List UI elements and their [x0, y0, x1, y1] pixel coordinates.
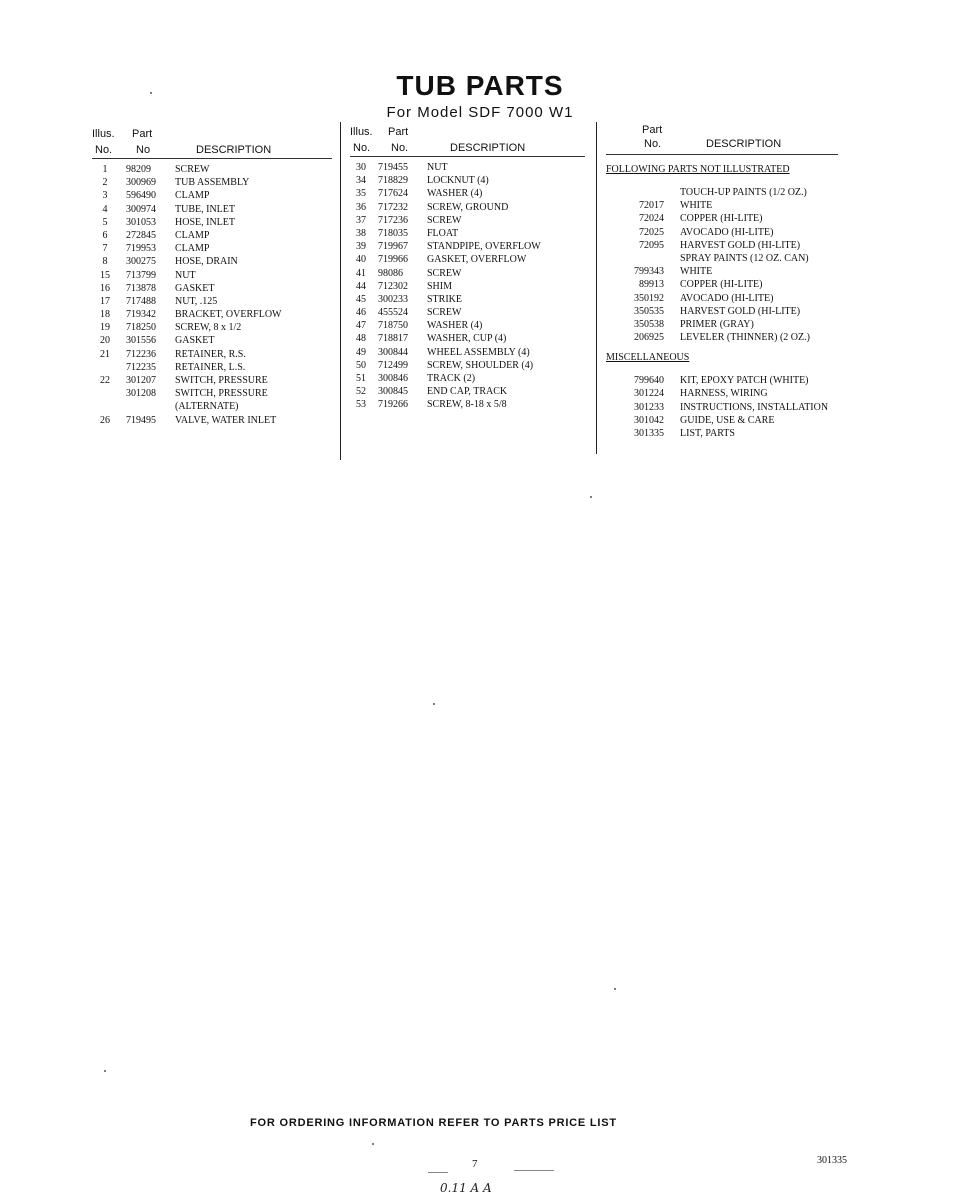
- part-description: SHIM: [427, 280, 453, 292]
- table-row: [92, 374, 332, 387]
- part-number: 712499: [378, 359, 408, 371]
- table-row: [606, 387, 856, 400]
- part-number: 799640: [634, 375, 664, 387]
- illus-number: 34: [356, 175, 366, 187]
- part-no-label: No.: [644, 138, 662, 150]
- description-label: DESCRIPTION: [196, 144, 272, 156]
- part-number: 718817: [378, 333, 408, 345]
- part-description: COPPER (HI-LITE): [680, 213, 763, 225]
- part-description: GASKET: [175, 282, 215, 294]
- table-row: [92, 282, 332, 295]
- scan-speck: [433, 703, 435, 705]
- part-number: 206925: [634, 332, 664, 344]
- table-row: [606, 252, 856, 265]
- illus-number: 16: [100, 282, 110, 294]
- table-row: [92, 334, 332, 347]
- part-description: AVOCADO (HI-LITE): [680, 292, 774, 304]
- illus-number: 8: [102, 256, 108, 268]
- table-row: [606, 318, 856, 331]
- table-row: [606, 239, 856, 252]
- illus-number: 2: [102, 177, 108, 189]
- part-number: 300844: [378, 346, 408, 358]
- part-description: HARVEST GOLD (HI-LITE): [680, 305, 801, 317]
- table-row: [606, 427, 856, 440]
- part-description: RETAINER, R.S.: [175, 348, 246, 360]
- scan-speck: [104, 1070, 106, 1072]
- illus-number: 6: [102, 229, 108, 241]
- table-row: [606, 374, 856, 387]
- table-row: [606, 414, 856, 427]
- part-number: 713799: [126, 269, 156, 281]
- table-row: [350, 227, 585, 240]
- part-number: 272845: [126, 229, 156, 241]
- part-description: GUIDE, USE & CARE: [680, 414, 775, 426]
- part-description: CLAMP: [175, 243, 210, 255]
- part-description: NUT: [427, 162, 448, 173]
- table-row: [606, 265, 856, 278]
- part-description: SPRAY PAINTS (12 OZ. CAN): [680, 252, 809, 264]
- part-number: 718035: [378, 227, 408, 239]
- part-label: Part: [388, 126, 409, 138]
- part-number: 718250: [126, 322, 156, 334]
- table-row: [350, 161, 585, 174]
- table-row: [92, 255, 332, 268]
- part-number: 712236: [126, 348, 156, 360]
- illus-number: 21: [100, 348, 110, 360]
- part-description: TOUCH-UP PAINTS (1/2 OZ.): [680, 187, 807, 198]
- part-description: SCREW: [427, 307, 462, 319]
- part-number: 718750: [378, 320, 408, 332]
- part-number: 301053: [126, 216, 156, 228]
- illus-number: 53: [356, 399, 366, 411]
- miscellaneous-list: [606, 366, 856, 440]
- part-description: COPPER (HI-LITE): [680, 279, 763, 291]
- illus-number: 48: [356, 333, 366, 345]
- part-description: END CAP, TRACK: [427, 386, 508, 398]
- illus-number: 45: [356, 293, 366, 305]
- part-description: VALVE, WATER INLET: [175, 414, 277, 426]
- part-number: 72095: [639, 239, 664, 251]
- part-description: LIST, PARTS: [680, 428, 735, 439]
- table-row: [350, 319, 585, 332]
- table-row: [606, 292, 856, 305]
- part-number: 300233: [378, 293, 408, 305]
- part-description: SCREW: [427, 214, 462, 226]
- part-number: 719966: [378, 254, 408, 266]
- table-row: [350, 174, 585, 187]
- part-description: CLAMP: [175, 229, 210, 241]
- illus-number: 20: [100, 335, 110, 347]
- part-description: HOSE, INLET: [175, 216, 235, 228]
- middle-parts-table: [350, 126, 585, 412]
- part-number: 72024: [639, 213, 664, 225]
- table-row: [350, 253, 585, 266]
- part-description: STRIKE: [427, 293, 462, 305]
- table-row: [350, 398, 585, 411]
- part-description: STANDPIPE, OVERFLOW: [427, 241, 541, 253]
- illus-number: 44: [356, 280, 366, 292]
- part-description: SCREW, 8 x 1/2: [175, 322, 242, 334]
- part-description: SCREW, 8-18 x 5/8: [427, 399, 507, 411]
- part-number: 98086: [378, 267, 403, 279]
- part-description: TUB ASSEMBLY: [175, 177, 250, 189]
- table-row: [350, 201, 585, 214]
- part-description: HOSE, DRAIN: [175, 256, 238, 268]
- part-description: SCREW: [175, 164, 210, 175]
- part-number: 301556: [126, 335, 156, 347]
- illus-number: 7: [102, 243, 108, 255]
- right-table-header: [606, 124, 856, 154]
- part-description: PRIMER (GRAY): [680, 318, 754, 330]
- part-description: SCREW, SHOULDER (4): [427, 359, 534, 371]
- table-row: [92, 163, 332, 176]
- part-description: NUT: [175, 269, 196, 281]
- illus-label: Illus.: [92, 128, 115, 140]
- part-number: 89913: [639, 279, 664, 291]
- part-number: 98209: [126, 164, 151, 175]
- section-not-illustrated: FOLLOWING PARTS NOT ILLUSTRATED: [606, 164, 790, 175]
- part-number: 717488: [126, 295, 156, 307]
- part-number: 717232: [378, 201, 408, 213]
- part-description: (ALTERNATE): [175, 401, 239, 413]
- part-description: LOCKNUT (4): [427, 175, 489, 187]
- table-row: [350, 306, 585, 319]
- table-row: [350, 359, 585, 372]
- part-number: 300974: [126, 203, 156, 215]
- scan-mark: [428, 1172, 448, 1173]
- part-number: 72017: [639, 200, 664, 212]
- illus-number: 40: [356, 254, 366, 266]
- part-description: HARVEST GOLD (HI-LITE): [680, 239, 801, 251]
- part-description: BRACKET, OVERFLOW: [175, 309, 282, 321]
- part-number: 712235: [126, 361, 156, 373]
- handwritten-mark: 0.11 A A: [440, 1181, 492, 1195]
- illus-number: 17: [100, 295, 110, 307]
- part-description: SCREW: [427, 267, 462, 279]
- illus-number: 5: [102, 216, 108, 228]
- table-row: [350, 214, 585, 227]
- illus-number: 51: [356, 373, 366, 384]
- part-number: 301335: [634, 428, 664, 439]
- part-description: FLOAT: [427, 227, 459, 239]
- illus-number: 47: [356, 320, 366, 332]
- part-description: CLAMP: [175, 190, 210, 202]
- part-description: SCREW, GROUND: [427, 201, 509, 213]
- part-description: WHEEL ASSEMBLY (4): [427, 346, 530, 358]
- part-no-label: No.: [391, 142, 409, 154]
- part-number: 713878: [126, 282, 156, 294]
- part-description: SWITCH, PRESSURE: [175, 375, 268, 386]
- part-number: 719953: [126, 243, 156, 255]
- illus-number: 18: [100, 309, 110, 321]
- illus-number: 22: [100, 375, 110, 386]
- illus-number: 35: [356, 188, 366, 200]
- table-row: [606, 401, 856, 414]
- description-label: DESCRIPTION: [706, 138, 782, 150]
- part-number: 300845: [378, 386, 408, 398]
- part-number: 300275: [126, 256, 156, 268]
- part-number: 455524: [378, 307, 408, 319]
- part-description: TUBE, INLET: [175, 203, 235, 215]
- table-row: [92, 229, 332, 242]
- illus-number: 30: [356, 162, 366, 173]
- part-number: 717236: [378, 214, 408, 226]
- part-number: 301224: [634, 388, 664, 400]
- illus-number: 26: [100, 414, 110, 426]
- table-row: [350, 267, 585, 280]
- left-parts-table: [92, 128, 332, 427]
- illus-number: 37: [356, 214, 366, 226]
- table-row: [606, 226, 856, 239]
- table-row: [92, 269, 332, 282]
- part-description: NUT, .125: [175, 295, 218, 307]
- page-title: TUB PARTS: [396, 70, 564, 101]
- middle-header-rule: [350, 156, 585, 157]
- part-description: RETAINER, L.S.: [175, 361, 246, 373]
- table-row: [606, 278, 856, 291]
- part-description: GASKET, OVERFLOW: [427, 254, 527, 266]
- divider-right: [596, 122, 597, 454]
- table-row: [92, 414, 332, 427]
- illus-number: 41: [356, 267, 366, 279]
- part-description: WASHER (4): [427, 188, 483, 200]
- table-row: [92, 189, 332, 202]
- part-number: 301208: [126, 388, 156, 400]
- illus-number: 49: [356, 346, 366, 358]
- table-row: [92, 321, 332, 334]
- ordering-footer: FOR ORDERING INFORMATION REFER TO PARTS PRICE LIST: [250, 1117, 617, 1129]
- illus-no-label: No.: [353, 142, 371, 154]
- illus-number: 1: [102, 164, 108, 175]
- illus-number: 36: [356, 201, 366, 213]
- table-row: [350, 385, 585, 398]
- table-row: [92, 176, 332, 189]
- part-description: HARNESS, WIRING: [680, 388, 768, 400]
- table-row: [92, 361, 332, 374]
- part-number: 301207: [126, 375, 156, 386]
- illus-number: 3: [102, 190, 108, 202]
- illus-number: 52: [356, 386, 366, 398]
- part-number: 718829: [378, 175, 408, 187]
- part-number: 719455: [378, 162, 408, 173]
- table-row: [606, 186, 856, 199]
- table-row: [92, 387, 332, 400]
- section-miscellaneous: MISCELLANEOUS: [606, 352, 690, 364]
- part-number: 301233: [634, 401, 664, 413]
- table-row: [92, 348, 332, 361]
- table-row: [606, 331, 856, 344]
- right-header-rule: [606, 154, 838, 155]
- middle-table-header: [350, 126, 585, 156]
- scan-speck: [150, 92, 152, 94]
- part-number: 301042: [634, 414, 664, 426]
- table-row: [350, 240, 585, 253]
- scan-speck: [590, 496, 592, 498]
- part-number: 799343: [634, 266, 664, 278]
- part-description: TRACK (2): [427, 373, 476, 384]
- part-description: WHITE: [680, 266, 713, 278]
- page-number: 7: [472, 1158, 478, 1170]
- part-description: INSTRUCTIONS, INSTALLATION: [680, 401, 829, 413]
- table-row: [350, 280, 585, 293]
- scan-speck: [372, 1143, 374, 1145]
- table-row: [350, 346, 585, 359]
- part-number: 719342: [126, 309, 156, 321]
- illus-label: Illus.: [350, 126, 373, 138]
- table-row: [350, 293, 585, 306]
- part-description: WHITE: [680, 200, 713, 212]
- part-number: 719967: [378, 241, 408, 253]
- part-number: 300969: [126, 177, 156, 189]
- illus-number: 4: [102, 203, 108, 215]
- left-table-body: [92, 158, 332, 427]
- illus-number: 46: [356, 307, 366, 319]
- part-number: 350538: [634, 318, 664, 330]
- left-header-rule: [92, 158, 332, 159]
- illus-number: 39: [356, 241, 366, 253]
- table-row: [92, 400, 332, 413]
- model-subtitle: For Model SDF 7000 W1: [386, 104, 574, 121]
- left-table-header: [92, 128, 332, 158]
- table-row: [92, 216, 332, 229]
- document-number: 301335: [817, 1155, 847, 1166]
- table-row: [350, 332, 585, 345]
- part-label: Part: [132, 128, 153, 140]
- table-row: [606, 305, 856, 318]
- part-number: 719266: [378, 399, 408, 411]
- part-number: 717624: [378, 188, 408, 200]
- part-no-label: No: [136, 144, 151, 156]
- part-description: GASKET: [175, 335, 215, 347]
- middle-table-body: [350, 156, 585, 412]
- illus-number: 38: [356, 227, 366, 239]
- illus-number: 15: [100, 269, 110, 281]
- part-number: 596490: [126, 190, 156, 202]
- part-label: Part: [642, 124, 663, 136]
- part-description: LEVELER (THINNER) (2 OZ.): [680, 332, 810, 344]
- illus-number: 50: [356, 359, 366, 371]
- illus-no-label: No.: [95, 144, 113, 156]
- part-description: WASHER, CUP (4): [427, 333, 507, 345]
- part-description: AVOCADO (HI-LITE): [680, 226, 774, 238]
- table-row: [92, 295, 332, 308]
- part-number: 350535: [634, 305, 664, 317]
- part-number: 712302: [378, 280, 408, 292]
- divider-middle: [340, 122, 341, 460]
- part-description: WASHER (4): [427, 320, 483, 332]
- table-row: [606, 199, 856, 212]
- table-row: [350, 187, 585, 200]
- part-number: 300846: [378, 373, 408, 384]
- scan-speck: [614, 988, 616, 990]
- table-row: [92, 242, 332, 255]
- part-description: SWITCH, PRESSURE: [175, 388, 268, 400]
- table-row: [92, 203, 332, 216]
- part-description: KIT, EPOXY PATCH (WHITE): [680, 375, 809, 387]
- table-row: [350, 372, 585, 385]
- illus-number: 19: [100, 322, 110, 334]
- table-row: [606, 212, 856, 225]
- part-number: 350192: [634, 292, 664, 304]
- part-number: 72025: [639, 226, 664, 238]
- part-number: 719495: [126, 414, 156, 426]
- scan-mark: [514, 1170, 554, 1171]
- not-illustrated-list: [606, 178, 856, 344]
- right-parts-table: [606, 124, 856, 440]
- table-row: [92, 308, 332, 321]
- description-label: DESCRIPTION: [450, 142, 526, 154]
